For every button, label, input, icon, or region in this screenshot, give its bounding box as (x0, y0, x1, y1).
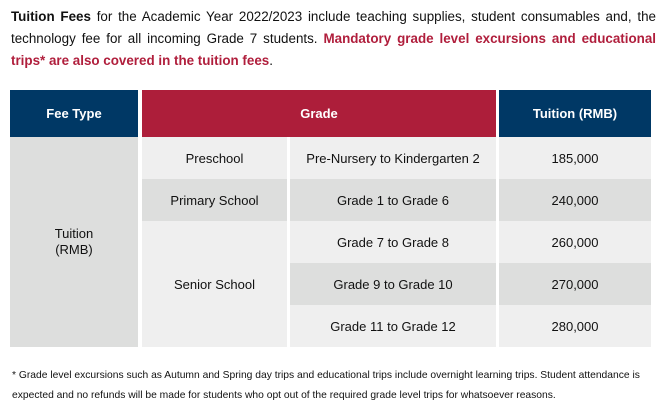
fee-type-cell: Tuition (RMB) (10, 137, 138, 347)
tuition-cell: 270,000 (499, 263, 651, 305)
intro-bold-lead: Tuition Fees (11, 9, 91, 24)
tuition-cell: 260,000 (499, 221, 651, 263)
grade-cell: Grade 9 to Grade 10 (290, 263, 496, 305)
tuition-cell: 240,000 (499, 179, 651, 221)
header-tuition: Tuition (RMB) (499, 90, 651, 137)
footnote: * Grade level excursions such as Autumn and Spring day trips and educational trips include overnight learning trips. Student attendance is expected and no refunds will be made for students who opt out of the required grade level trips for whatsoever reasons. (12, 370, 640, 401)
intro-text: for the Academic Year 2022/2023 include teaching supplies, student consumables and, the technology fee for all incoming Grade 7 students. (11, 9, 656, 46)
grade-cell: Grade 1 to Grade 6 (290, 179, 496, 221)
school-primary: Primary School (142, 179, 287, 221)
grade-cell: Pre-Nursery to Kindergarten 2 (290, 137, 496, 179)
tuition-cell: 185,000 (499, 137, 651, 179)
school-senior: Senior School (142, 221, 287, 347)
intro-paragraph (11, 6, 656, 72)
intro-highlight: Mandatory grade level excursions and educational trips* are also covered in the tuition fees (11, 31, 656, 68)
school-preschool: Preschool (142, 137, 287, 179)
grade-cell: Grade 11 to Grade 12 (290, 305, 496, 347)
grade-cell: Grade 7 to Grade 8 (290, 221, 496, 263)
header-fee-type: Fee Type (10, 90, 138, 137)
intro-end: . (269, 53, 273, 68)
header-grade: Grade (142, 90, 496, 137)
tuition-cell: 280,000 (499, 305, 651, 347)
